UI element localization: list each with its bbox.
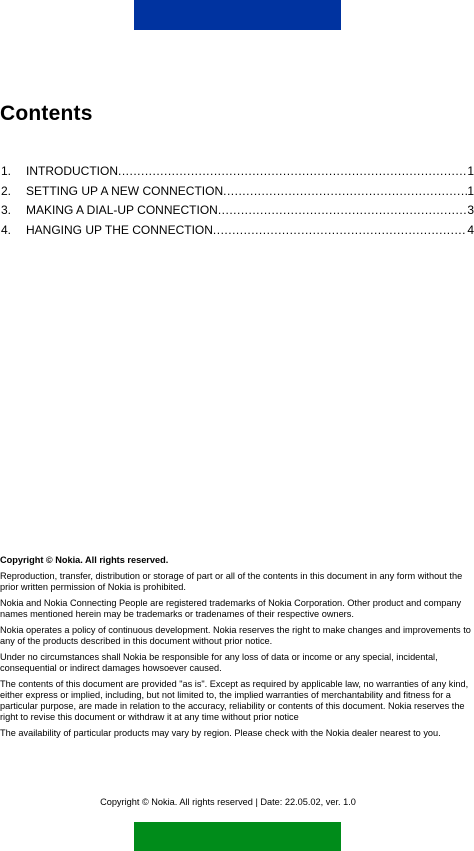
legal-paragraph: The availability of particular products may vary by region. Please check with the Nokia dealer nearest to you. — [0, 728, 441, 738]
header-color-bar — [134, 0, 341, 30]
toc-entry-setting-up[interactable] — [0, 184, 474, 204]
legal-paragraph: Nokia and Nokia Connecting People are registered trademarks of Nokia Corporation. Other product and company names mentioned herein may be trademarks or tradenames of their respective owners. — [0, 598, 462, 619]
toc-entry-introduction[interactable] — [0, 164, 474, 184]
toc-dot-leader — [218, 203, 468, 217]
toc-entry-page: 3 — [467, 203, 474, 217]
legal-notice — [0, 555, 474, 744]
footer-color-bar — [134, 822, 341, 851]
legal-paragraph: Nokia operates a policy of continuous development. Nokia reserves the right to make changes and improvements to any of the products described in this document without prior notice. — [0, 625, 471, 646]
toc-entry-title: SETTING UP A NEW CONNECTION — [26, 183, 224, 198]
toc-entry-page: 4 — [467, 222, 474, 237]
toc-dot-leader — [118, 164, 467, 178]
toc-entry-number: 4. — [1, 222, 12, 237]
toc-entry-title: INTRODUCTION — [26, 164, 118, 178]
toc-entry-hanging-up[interactable] — [0, 223, 474, 243]
legal-title: Copyright © Nokia. All rights reserved. — [0, 555, 169, 565]
toc-dot-leader — [213, 223, 467, 237]
toc-entry-number: 2. — [1, 183, 12, 198]
page-footer: Copyright © Nokia. All rights reserved | Date: 22.05.02, ver. 1.0 — [100, 797, 356, 807]
table-of-contents — [0, 164, 474, 242]
toc-dot-leader — [223, 184, 467, 198]
legal-paragraph: Under no circumstances shall Nokia be responsible for any loss of data or income or any special, incidental, consequential or indirect damages howsoever caused. — [0, 652, 438, 673]
toc-entry-title: HANGING UP THE CONNECTION — [26, 222, 213, 237]
page-title: Contents — [0, 102, 93, 125]
legal-paragraph: Reproduction, transfer, distribution or storage of part or all of the contents in this document in any form without the prior written permission of Nokia is prohibited. — [0, 571, 463, 592]
toc-entry-number: 1. — [1, 164, 12, 178]
toc-entry-title: MAKING A DIAL-UP CONNECTION — [26, 203, 218, 217]
toc-entry-number: 3. — [1, 203, 12, 217]
toc-entry-page: 1 — [467, 164, 474, 178]
legal-paragraph: The contents of this document are provided "as is". Except as required by applicable law, no warranties of any kind, either express or implied, including, but not limited to, the implied warranties of merchantability and fitness for a particular purpose, are made in relation to the accuracy, reliability or contents of this document. Nokia reserves the right to revise this document or withdraw it at any time without prior notice — [0, 679, 469, 722]
toc-entry-page: 1 — [467, 183, 474, 198]
toc-entry-dial-up[interactable] — [0, 203, 474, 223]
